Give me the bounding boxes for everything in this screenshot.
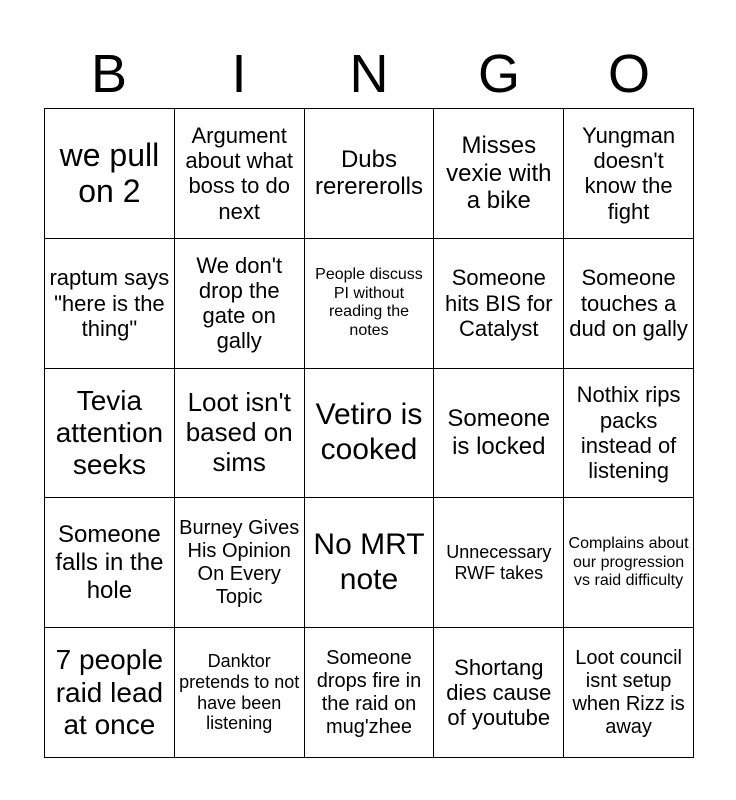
cell-text: Yungman doesn't know the fight <box>582 122 676 224</box>
cell-text: Dubs rerererolls <box>314 145 423 201</box>
bingo-cell[interactable] <box>564 239 694 369</box>
cell-text: we pull on 2 <box>59 136 160 210</box>
bingo-cell[interactable] <box>175 628 305 758</box>
cell-text: No MRT note <box>313 528 425 596</box>
cell-text: Vetiro is cooked <box>315 398 423 466</box>
bingo-cell[interactable] <box>434 369 564 499</box>
header-letter-n: N <box>349 44 389 104</box>
bingo-cell[interactable] <box>45 369 175 499</box>
bingo-cell[interactable] <box>434 498 564 628</box>
bingo-cell[interactable] <box>564 498 694 628</box>
cell-text: Someone falls in the hole <box>55 521 164 604</box>
cell-text: Someone is locked <box>447 405 551 460</box>
bingo-cell[interactable] <box>175 498 305 628</box>
bingo-cell[interactable] <box>175 369 305 499</box>
bingo-cell[interactable] <box>45 239 175 369</box>
cell-text: Argument about what boss to do next <box>185 122 294 224</box>
bingo-cell[interactable] <box>45 498 175 628</box>
bingo-cell[interactable] <box>564 369 694 499</box>
cell-text: Burney Gives His Opinion On Every Topic <box>179 516 300 608</box>
cell-text: We don't drop the gate on gally <box>196 252 283 354</box>
cell-text: Someone hits BIS for Catalyst <box>444 265 553 341</box>
cell-text: Complains about our progression vs raid difficulty <box>568 535 689 589</box>
header-letter-o: O <box>607 44 650 104</box>
bingo-cell[interactable] <box>305 239 435 369</box>
bingo-cell[interactable] <box>45 109 175 239</box>
cell-text: Someone drops fire in the raid on mug'zhee <box>316 646 422 738</box>
cell-text: People discuss PI without reading the notes <box>315 266 423 339</box>
cell-text: 7 people raid lead at once <box>55 644 164 740</box>
bingo-cell[interactable] <box>175 239 305 369</box>
cell-text: raptum says "here is the thing" <box>49 265 170 341</box>
bingo-cell[interactable] <box>434 109 564 239</box>
header-letter-g: G <box>477 44 520 104</box>
bingo-cell[interactable] <box>564 109 694 239</box>
cell-text: Danktor pretends to not have been listening <box>179 651 300 734</box>
cell-text: Tevia attention seeks <box>55 384 164 481</box>
cell-text: Loot isn't based on sims <box>185 387 293 477</box>
cell-text: Nothix rips packs instead of listening <box>576 382 681 484</box>
cell-text: Misses vexie with a bike <box>446 132 552 215</box>
header-letter-b: B <box>90 44 128 104</box>
header-letter-i: I <box>231 44 247 104</box>
bingo-cell[interactable] <box>305 498 435 628</box>
bingo-cell[interactable] <box>175 109 305 239</box>
bingo-cell[interactable] <box>564 628 694 758</box>
bingo-card-grid <box>44 108 694 758</box>
cell-text: Unnecessary RWF takes <box>446 542 552 583</box>
bingo-cell[interactable] <box>45 628 175 758</box>
bingo-header <box>44 40 694 108</box>
cell-text: Shortang dies cause of youtube <box>446 654 552 731</box>
cell-text: Loot council isnt setup when Rizz is away <box>572 646 685 738</box>
bingo-cell[interactable] <box>305 628 435 758</box>
bingo-cell[interactable] <box>434 239 564 369</box>
cell-text: Someone touches a dud on gally <box>569 265 688 341</box>
bingo-cell[interactable] <box>434 628 564 758</box>
bingo-cell[interactable] <box>305 109 435 239</box>
bingo-cell[interactable] <box>305 369 435 499</box>
